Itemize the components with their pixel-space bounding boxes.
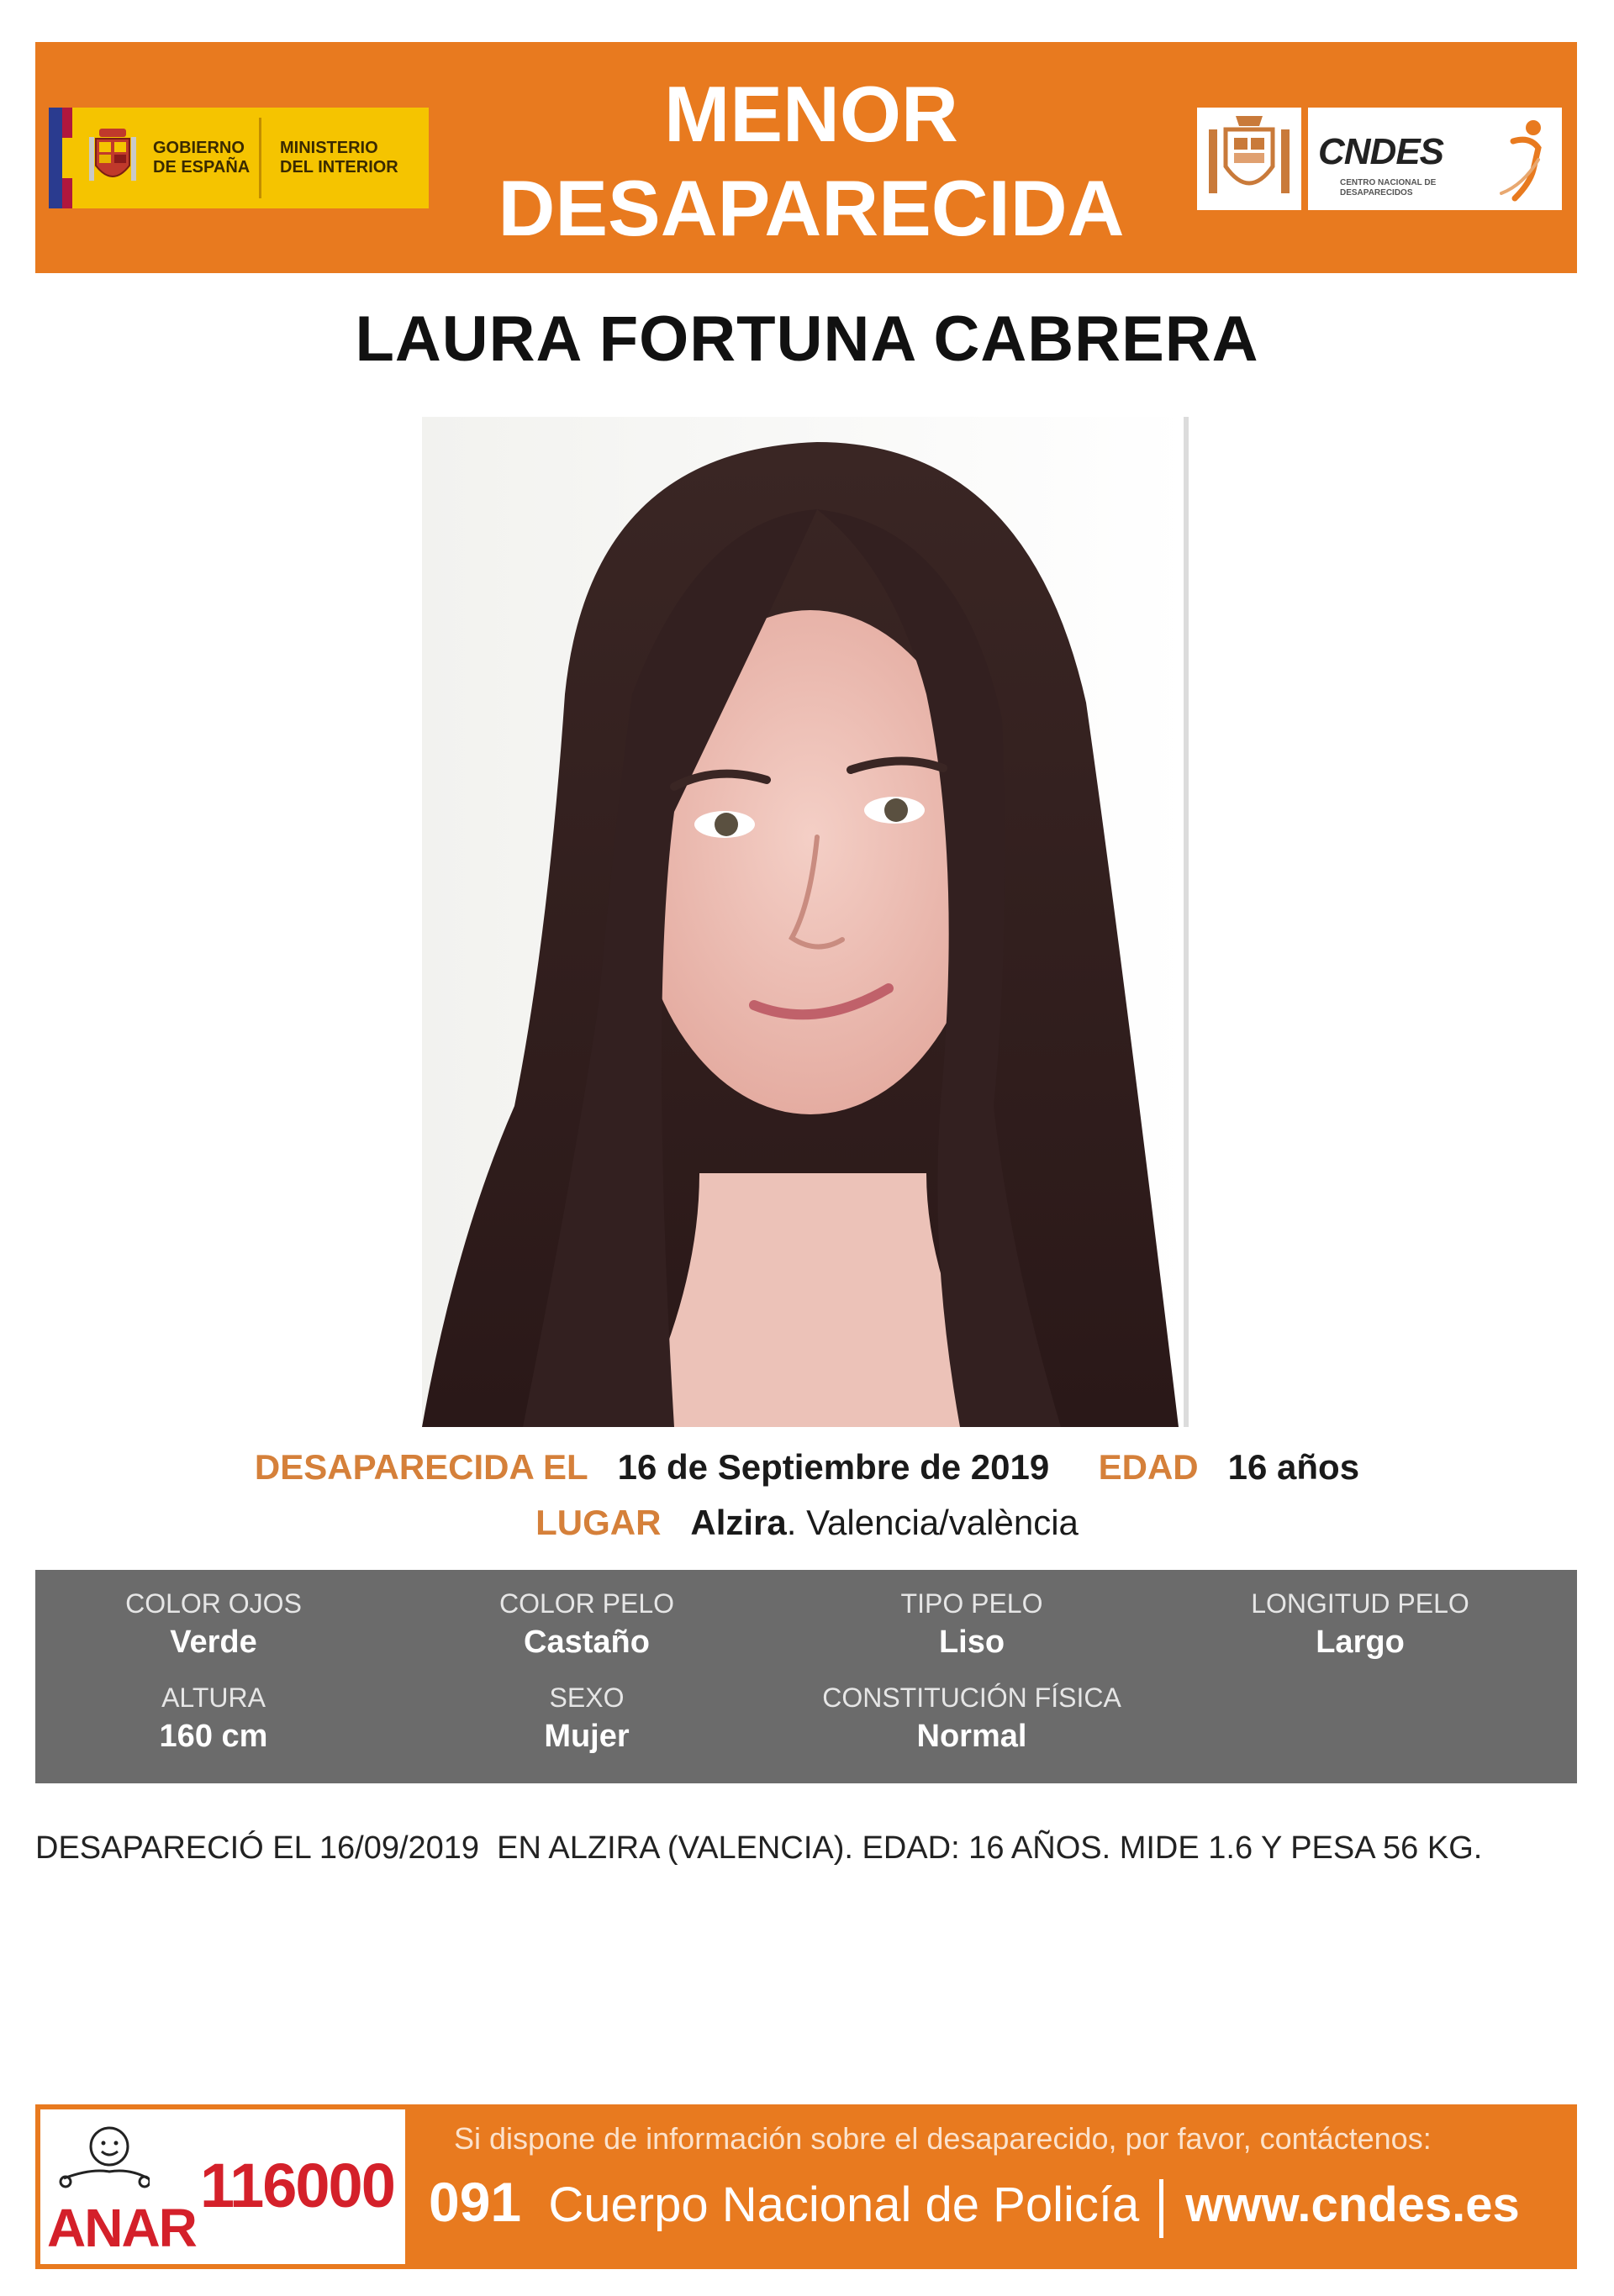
title-line-desaparecida: DESAPARECIDA: [498, 164, 1125, 252]
page-title: [437, 67, 1185, 255]
attr-label: LONGITUD PELO: [1251, 1588, 1469, 1619]
gobierno-espana-logo: [49, 108, 429, 208]
attr-value: Liso: [938, 1625, 1005, 1660]
contact-line: [429, 2170, 1520, 2238]
contact-separator: [1159, 2179, 1163, 2238]
missing-date-line: [0, 1447, 1614, 1488]
physical-attributes-table: [35, 1570, 1577, 1783]
anar-phone-number: 116000: [200, 2151, 394, 2220]
police-phone: 091: [429, 2171, 522, 2233]
attr-hair-length: [1184, 1588, 1537, 1661]
attr-height: [37, 1683, 390, 1755]
attr-label: CONSTITUCIÓN FÍSICA: [822, 1683, 1121, 1713]
attr-label: ALTURA: [161, 1683, 266, 1713]
place-region: . Valencia/valència: [786, 1503, 1079, 1542]
case-summary: DESAPARECIÓ EL 16/09/2019 EN ALZIRA (VALENCIA). EDAD: 16 AÑOS. MIDE 1.6 Y PESA 56 KG.: [35, 1830, 1483, 1866]
attr-label: SEXO: [549, 1683, 625, 1713]
gov-logo-text-ministerio: MINISTERIO DEL INTERIOR: [280, 139, 398, 176]
attr-value: Normal: [916, 1719, 1027, 1754]
police-name: Cuerpo Nacional de Policía: [548, 2178, 1140, 2232]
attr-value: Mujer: [544, 1719, 630, 1754]
attr-hair-color: [410, 1588, 763, 1661]
cndes-logo-subtitle: CENTRO NACIONAL DE DESAPARECIDOS: [1340, 178, 1437, 197]
royal-seal-logo: [1197, 108, 1301, 210]
gov-logo-divider: [259, 118, 261, 198]
cndes-website-link[interactable]: www.cndes.es: [1185, 2178, 1520, 2232]
attr-hair-type: [795, 1588, 1148, 1661]
attr-value: Verde: [170, 1625, 257, 1660]
royal-seal-icon: [1197, 108, 1301, 210]
age-label: EDAD: [1098, 1447, 1199, 1487]
missing-person-photo: [422, 417, 1189, 1427]
age-value: 16 años: [1227, 1447, 1360, 1487]
contact-intro-text: Si dispone de información sobre el desaparecido, por favor, contáctenos:: [454, 2121, 1432, 2156]
missing-date-value: 16 de Septiembre de 2019: [617, 1447, 1050, 1487]
attr-label: COLOR PELO: [498, 1588, 675, 1619]
anar-child-figure-icon: [57, 2123, 150, 2199]
attr-eye-color: [37, 1588, 390, 1661]
place-line: [0, 1503, 1614, 1543]
place-label: LUGAR: [535, 1503, 662, 1542]
attr-label: TIPO PELO: [900, 1588, 1043, 1619]
missing-date-label: DESAPARECIDA EL: [254, 1447, 588, 1487]
gov-logo-text-gobierno: GOBIERNO DE ESPAÑA: [153, 139, 251, 176]
missing-person-name: LAURA FORTUNA CABRERA: [355, 303, 1259, 375]
title-line-menor: MENOR: [664, 70, 958, 158]
attr-value: 160 cm: [159, 1719, 268, 1754]
attr-sex: [410, 1683, 763, 1755]
cndes-logo: [1308, 108, 1562, 210]
cndes-logo-word: CNDES: [1318, 131, 1444, 172]
attr-value: Largo: [1316, 1625, 1405, 1660]
eu-flag-stripe: [49, 108, 62, 208]
spain-flag-stripe: [62, 108, 72, 208]
place-city: Alzira: [690, 1503, 787, 1542]
coat-of-arms-icon: [87, 125, 138, 191]
anar-logo-word: ANAR: [47, 2198, 196, 2258]
attr-build: [795, 1683, 1148, 1755]
anar-logo: [40, 2109, 405, 2264]
running-figure-icon: [1488, 116, 1555, 203]
attr-label: COLOR OJOS: [125, 1588, 302, 1619]
attr-value: Castaño: [524, 1625, 650, 1660]
